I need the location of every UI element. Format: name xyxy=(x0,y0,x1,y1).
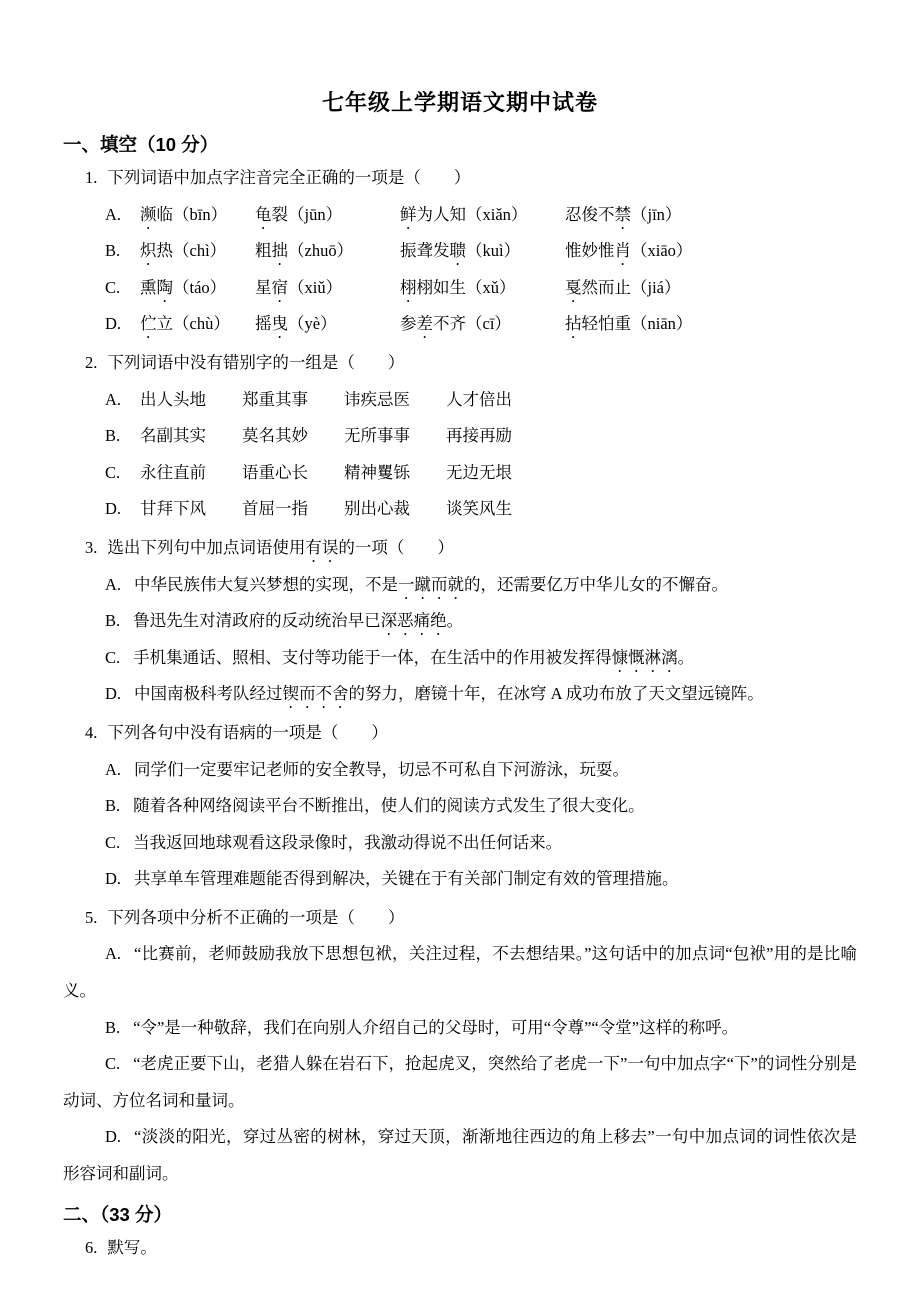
q4-stem-text: 下列各句中没有语病的一项是（ ） xyxy=(107,722,388,742)
q1-b-word-3: 振聋发聩（kuì） xyxy=(400,241,521,261)
q5-option-c xyxy=(63,1046,857,1119)
q2-b-word-3: 无所事事 xyxy=(344,426,410,446)
question-3 xyxy=(63,530,857,713)
q2-d-word-3: 别出心裁 xyxy=(344,499,410,519)
q1-b-word-2: 粗拙（zhuō） xyxy=(255,241,354,261)
q2-b-word-2: 莫名其妙 xyxy=(242,426,308,446)
q4-stem xyxy=(63,715,857,752)
q3-option-d-label: D. xyxy=(105,684,122,704)
q2-b-word-4: 再接再励 xyxy=(446,426,512,446)
q4-option-c-text: 当我返回地球观看这段录像时，我激动得说不出任何话来。 xyxy=(133,832,563,852)
q3-stem: 3. 选出下列句中加点词语使用有误的一项（ ） xyxy=(85,537,454,557)
q6-stem-text: 默写。 xyxy=(107,1237,157,1257)
q1-c-word-2: 星宿（xiǔ） xyxy=(255,277,343,297)
q4-option-a-label: A. xyxy=(105,759,122,779)
q3-c-dotted-word: 慷慨淋漓 xyxy=(611,647,678,667)
q3-option-a-label: A. xyxy=(105,574,122,594)
q2-option-c-label: C. xyxy=(105,462,121,482)
q3-option-b-label: B. xyxy=(105,611,121,631)
q2-option-b-label: B. xyxy=(105,426,121,446)
q2-a-word-1: 出人头地 xyxy=(140,389,206,409)
question-5 xyxy=(63,900,857,1193)
q5-option-a xyxy=(63,936,857,1009)
q3-option-a: A. 中华民族伟大复兴梦想的实现，不是一蹴而就的，还需要亿万中华儿女的不懈奋。 xyxy=(105,574,729,594)
q2-option-a xyxy=(63,382,857,419)
q2-c-word-3: 精神矍铄 xyxy=(344,462,410,482)
q2-number: 2. xyxy=(85,352,98,372)
q5-number: 5. xyxy=(85,907,98,927)
q4-option-c xyxy=(63,825,857,862)
q1-c-word-1: 熏陶（táo） xyxy=(140,277,227,297)
q2-c-word-4: 无边无垠 xyxy=(446,462,512,482)
q1-d-word-4: 拈轻怕重（niān） xyxy=(565,314,693,334)
q5-option-a-label: A. xyxy=(105,944,122,964)
q1-number: 1. xyxy=(85,168,98,187)
q2-d-word-2: 首屈一指 xyxy=(242,499,308,519)
q5-option-c-label: C. xyxy=(105,1054,121,1074)
q3-number: 3. xyxy=(85,537,98,557)
q3-b-dotted-word: 深恶痛绝 xyxy=(380,611,447,631)
q1-option-c-label: C. xyxy=(105,277,121,297)
q1-c-word-3: 栩栩如生（xǔ） xyxy=(400,277,516,297)
q2-option-d xyxy=(63,491,857,528)
q1-stem-text: 下列词语中加点字注音完全正确的一项是（ ） xyxy=(107,168,471,187)
q2-d-word-1: 甘拜下风 xyxy=(140,499,206,519)
q4-option-d xyxy=(63,861,857,898)
q5-option-b-text: “令”是一种敬辞，我们在向别人介绍自己的父母时，可用“令尊”“令堂”这样的称呼。 xyxy=(133,1017,739,1037)
q4-option-d-text: 共享单车管理难题能否得到解决，关键在于有关部门制定有效的管理措施。 xyxy=(134,869,679,889)
q3-stem-dotted: 有误 xyxy=(305,537,339,557)
q1-option-b-label: B. xyxy=(105,241,121,261)
question-4 xyxy=(63,715,857,898)
q1-a-word-3: 鲜为人知（xiǎn） xyxy=(400,204,528,224)
q3-option-b: B. 鲁迅先生对清政府的反动统治早已深恶痛绝。 xyxy=(105,611,464,631)
question-1 xyxy=(63,160,857,343)
q2-option-b xyxy=(63,418,857,455)
q4-option-b-text: 随着各种网络阅读平台不断推出，使人们的阅读方式发生了很大变化。 xyxy=(133,796,645,816)
q1-d-word-3: 参差不齐（cī） xyxy=(400,314,511,334)
q4-option-b xyxy=(63,788,857,825)
q3-option-d: D. 中国南极科考队经过锲而不舍的努力，磨镜十年，在冰穹 A 成功布放了天文望远镜阵。 xyxy=(105,684,764,704)
q2-c-word-1: 永往直前 xyxy=(140,462,206,482)
q3-option-c: C. 手机集通话、照相、支付等功能于一体，在生活中的作用被发挥得慷慨淋漓。 xyxy=(105,647,695,667)
q2-option-c xyxy=(63,455,857,492)
q5-option-b-label: B. xyxy=(105,1017,121,1037)
q2-stem xyxy=(63,345,857,382)
q5-option-d xyxy=(63,1119,857,1192)
q4-number: 4. xyxy=(85,722,98,742)
q1-d-word-1: 伫立（chù） xyxy=(140,314,230,334)
q1-option-d-label: D. xyxy=(105,314,122,334)
q2-option-a-label: A. xyxy=(105,389,122,409)
q4-option-a xyxy=(63,752,857,789)
q2-option-d-label: D. xyxy=(105,499,122,519)
q4-option-a-text: 同学们一定要牢记老师的安全教导，切忌不可私自下河游泳，玩耍。 xyxy=(134,759,630,779)
q4-option-b-label: B. xyxy=(105,796,121,816)
q6-stem xyxy=(63,1230,857,1267)
q2-c-word-2: 语重心长 xyxy=(242,462,308,482)
q1-stem xyxy=(63,160,857,197)
question-6 xyxy=(63,1230,857,1267)
q1-c-word-4: 戛然而止（jiá） xyxy=(565,277,681,297)
q1-a-word-4: 忍俊不禁（jīn） xyxy=(565,204,682,224)
q1-option-a xyxy=(63,197,857,234)
q1-a-word-2: 龟裂（jūn） xyxy=(255,204,343,224)
q6-number: 6. xyxy=(85,1237,98,1257)
q3-a-dotted-word: 一蹴而就 xyxy=(398,574,465,594)
q5-option-a-text: “比赛前，老师鼓励我放下思想包袱，关注过程，不去想结果。”这句话中的加点词“包袱”用的是比喻义。 xyxy=(63,944,857,1001)
section-1-heading: 一、填空（10 分） xyxy=(63,134,219,155)
q2-a-word-3: 讳疾忌医 xyxy=(344,389,410,409)
q5-stem xyxy=(63,900,857,937)
q5-option-b xyxy=(63,1010,857,1047)
q5-option-d-label: D. xyxy=(105,1127,122,1147)
q1-a-word-1: 濒临（bīn） xyxy=(140,204,228,224)
q2-a-word-4: 人才倍出 xyxy=(446,389,512,409)
q1-b-word-1: 炽热（chì） xyxy=(140,241,227,261)
q1-d-word-2: 摇曳（yè） xyxy=(255,314,337,334)
section-2-heading: 二、（33 分） xyxy=(63,1203,172,1225)
page-title: 七年级上学期语文期中试卷 xyxy=(321,90,598,115)
q2-d-word-4: 谈笑风生 xyxy=(446,499,512,519)
q3-d-dotted-word: 锲而不舍 xyxy=(282,684,349,704)
q1-option-d xyxy=(63,306,857,343)
q1-option-c xyxy=(63,270,857,307)
q5-stem-text: 下列各项中分析不正确的一项是（ ） xyxy=(107,907,405,927)
question-2 xyxy=(63,345,857,528)
q2-a-word-2: 郑重其事 xyxy=(242,389,308,409)
q1-option-a-label: A. xyxy=(105,204,122,224)
q1-option-b xyxy=(63,233,857,270)
q5-option-c-text: “老虎正要下山，老猎人躲在岩石下，抢起虎叉，突然给了老虎一下”一句中加点字“下”的词性分别是动词、方位名词和量词。 xyxy=(63,1054,857,1110)
q1-b-word-4: 惟妙惟肖（xiāo） xyxy=(565,241,693,261)
q4-option-c-label: C. xyxy=(105,832,121,852)
q4-option-d-label: D. xyxy=(105,869,122,889)
q2-stem-text: 下列词语中没有错别字的一组是（ ） xyxy=(107,352,405,372)
q3-option-c-label: C. xyxy=(105,647,121,667)
q5-option-d-text: “淡淡的阳光，穿过丛密的树林，穿过天顶，渐渐地往西边的角上移去”一句中加点词的词性依次是形容词和副词。 xyxy=(63,1127,857,1184)
q2-b-word-1: 名副其实 xyxy=(140,426,206,446)
